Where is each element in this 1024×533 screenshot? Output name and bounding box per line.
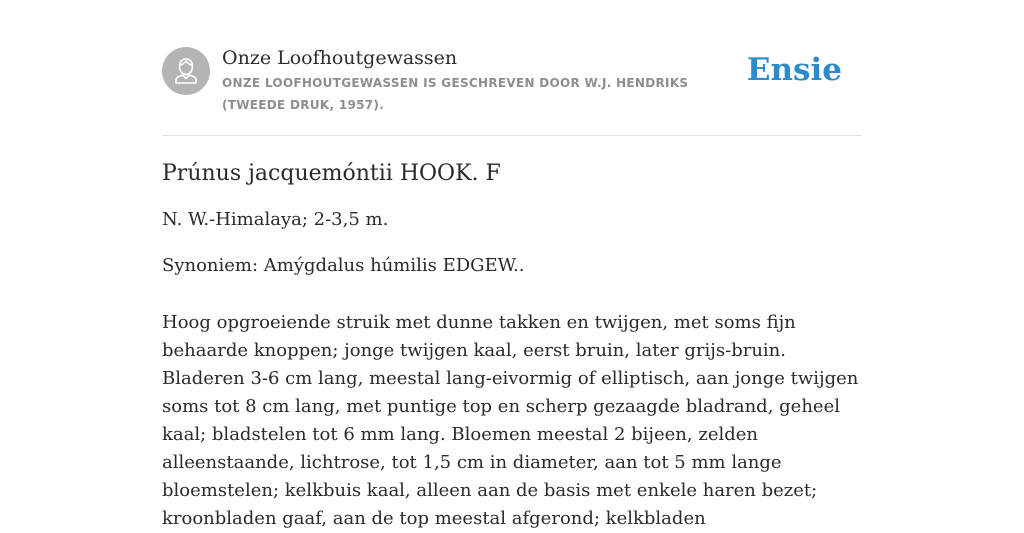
entry-title: Prúnus jacquemóntii HOOK. F <box>162 161 501 186</box>
entry-region: N. W.-Himalaya; 2-3,5 m. <box>162 209 389 230</box>
user-icon <box>162 47 210 95</box>
source-header <box>162 46 862 136</box>
source-title[interactable]: Onze Loofhoutgewassen <box>222 47 458 69</box>
source-description: ONZE LOOFHOUTGEWASSEN IS GESCHREVEN DOOR W.J. HENDRIKS (TWEEDE DRUK, 1957). <box>222 76 689 112</box>
ensie-logo-link[interactable]: Ensie <box>746 52 842 88</box>
entry-synonym: Synoniem: Amýgdalus húmilis EDGEW.. <box>162 255 525 276</box>
entry-body: Hoog opgroeiende struik met dunne takken en twijgen, met soms fijn behaarde knoppen; jonge twijgen kaal, eerst bruin, later grijs-bruin. Bladeren 3-6 cm lang, meestal lang-eivormig of elliptisch, aan jonge twijgen soms tot 8 cm lang, met puntige top en scherp gezaagde bladrand, geheel kaal; bladstelen tot 6 mm lang. Bloemen meestal 2 bijeen, zelden alleenstaande, lichtrose, tot 1,5 cm in diameter, aan tot 5 mm lange bloemstelen; kelkbuis kaal, alleen aan de basis met enkele haren bezet; kroonbladen gaaf, aan de top meestal afgerond; kelkbladen <box>162 312 859 529</box>
avatar[interactable] <box>162 47 210 95</box>
entry-article <box>162 158 862 533</box>
